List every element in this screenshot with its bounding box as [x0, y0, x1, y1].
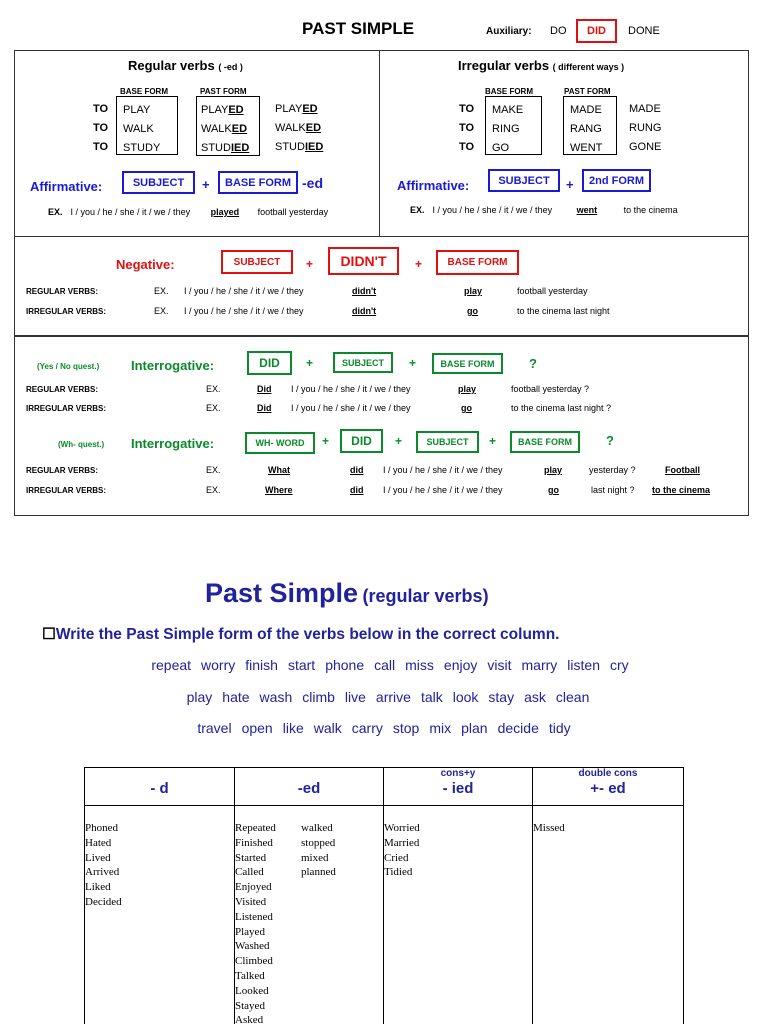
regular-participle-column: PLAYED WALKED STUDIED [275, 103, 324, 153]
negative-row-tail: to the cinema last night [517, 306, 610, 316]
negative-row-pronouns: I / you / he / she / it / we / they [184, 286, 304, 296]
verb-line-3: travel open like walk carry stop mix plan decide tidy [197, 720, 571, 736]
negative-didnt-box: DIDN'T [328, 247, 399, 275]
negative-label: Negative: [116, 257, 175, 272]
irregular-base-header: BASE FORM [485, 87, 533, 96]
yesno-plus-2: + [409, 356, 417, 370]
negative-plus-1: + [306, 257, 314, 271]
wh-plus-3: + [489, 434, 497, 448]
wh-row-ex: EX. [206, 485, 221, 495]
yesno-row-tail: football yesterday ? [511, 384, 590, 394]
wh-interrogative-label: Interrogative: [131, 436, 215, 451]
negative-row-ex: EX. [154, 286, 169, 296]
negative-row-kind: IRREGULAR VERBS: [26, 307, 107, 316]
wh-row-ex: EX. [206, 465, 221, 475]
yesno-row-aux: Did [257, 384, 272, 394]
yesno-row-verb: play [458, 384, 477, 394]
yesno-did-box: DID [247, 351, 292, 375]
wh-row-kind: IRREGULAR VERBS: [26, 486, 107, 495]
negative-plus-2: + [415, 257, 423, 271]
yesno-note: (Yes / No quest.) [37, 362, 100, 371]
column-double-words: Missed [533, 822, 565, 834]
section-divider [379, 51, 380, 236]
yesno-row-kind: IRREGULAR VERBS: [26, 404, 107, 413]
regular-to-column: TO TO TO [93, 103, 109, 153]
regular-subject-box: SUBJECT [122, 171, 195, 194]
irregular-second-form-box: 2nd FORM [582, 169, 651, 192]
negative-row-pronouns: I / you / he / she / it / we / they [184, 306, 304, 316]
answer-table [84, 767, 684, 1027]
negative-row-aux: didn't [352, 286, 377, 296]
column-double [533, 768, 683, 1024]
wh-row-wh: What [268, 465, 290, 475]
auxiliary-do: DO [550, 25, 567, 37]
auxiliary-label: Auxiliary: [486, 26, 532, 37]
column-header: - d [85, 768, 234, 806]
irregular-base-box: MAKE RING GO [485, 96, 542, 155]
column-ed [235, 768, 384, 1027]
wh-word-box: WH- WORD [245, 432, 315, 454]
yesno-row-pronouns: I / you / he / she / it / we / they [291, 384, 411, 394]
irregular-plus: + [566, 177, 574, 192]
regular-base-form-box: BASE FORM [218, 171, 298, 194]
wh-row-aux: did [350, 485, 364, 495]
column-ed-words-b: walked stopped mixed planned [301, 822, 336, 879]
yesno-row-ex: EX. [206, 403, 221, 413]
irregular-past-box: MADE RANG WENT [563, 96, 617, 155]
regular-example: EX. I / you / he / she / it / we / they played football yesterday [48, 207, 329, 217]
yesno-row-ex: EX. [206, 384, 221, 394]
worksheet-instruction: ☐Write the Past Simple form of the verbs below in the correct column. [42, 626, 560, 643]
column-ied-words: Worried Married Cried Tidied [384, 822, 420, 879]
negative-row-verb: play [464, 286, 483, 296]
wh-row-wh: Where [265, 485, 293, 495]
wh-row-aux: did [350, 465, 364, 475]
wh-row-answer: Football [665, 465, 700, 475]
wh-row-tail: last night ? [591, 485, 635, 495]
irregular-to-column: TO TO TO [459, 103, 475, 153]
column-ied [384, 768, 533, 1024]
wh-plus-2: + [395, 434, 403, 448]
wh-note: (Wh- quest.) [58, 440, 105, 449]
regular-plus: + [202, 177, 210, 192]
verb-line-2: play hate wash climb live arrive talk look stay ask clean [186, 689, 590, 705]
wh-base-form-box: BASE FORM [510, 431, 580, 453]
yesno-subject-box: SUBJECT [333, 352, 393, 373]
yesno-row-verb: go [461, 403, 472, 413]
worksheet-title: Past Simple (regular verbs) [205, 578, 489, 608]
negative-base-form-box: BASE FORM [436, 250, 519, 275]
yesno-interrogative-label: Interrogative: [131, 358, 215, 373]
irregular-example: EX. I / you / he / she / it / we / they went to the cinema [410, 205, 678, 215]
negative-subject-box: SUBJECT [221, 250, 293, 274]
column-header: double cons +- ed [533, 768, 683, 806]
yesno-row-tail: to the cinema last night ? [511, 403, 612, 413]
negative-row-kind: REGULAR VERBS: [26, 287, 99, 296]
verb-line-1: repeat worry finish start phone call miss enjoy visit marry listen cry [151, 657, 629, 673]
wh-row-answer: to the cinema [652, 485, 711, 495]
negative-row-ex: EX. [154, 306, 169, 316]
column-d-words: Phoned Hated Lived Arrived Liked Decided [85, 822, 122, 908]
yesno-row-aux: Did [257, 403, 272, 413]
yesno-base-form-box: BASE FORM [432, 353, 503, 374]
yesno-row-pronouns: I / you / he / she / it / we / they [291, 403, 411, 413]
irregular-heading: Irregular verbs ( different ways ) [458, 58, 625, 73]
checkbox-icon: ☐ [42, 626, 56, 643]
regular-affirmative-label: Affirmative: [30, 179, 103, 194]
column-d [85, 768, 235, 1024]
column-header: cons+y - ied [384, 768, 532, 806]
wh-row-pronouns: I / you / he / she / it / we / they [383, 485, 503, 495]
regular-ending: -ed [302, 175, 323, 191]
page-title: PAST SIMPLE [302, 19, 415, 38]
column-ed-words-a: Repeated Finished Started Called Enjoyed Visited Listened Played Washed Climbed Talked Looked Stayed Asked [235, 822, 276, 1027]
wh-row-pronouns: I / you / he / she / it / we / they [383, 465, 503, 475]
regular-base-header: BASE FORM [120, 87, 168, 96]
yesno-question-mark: ? [529, 356, 537, 371]
negative-row-verb: go [467, 306, 478, 316]
negative-row-tail: football yesterday [517, 286, 588, 296]
column-header: -ed [235, 768, 383, 806]
wh-row-kind: REGULAR VERBS: [26, 466, 99, 475]
regular-heading: Regular verbs ( -ed ) [128, 58, 243, 73]
regular-past-header: PAST FORM [200, 87, 247, 96]
wh-plus-1: + [322, 434, 330, 448]
irregular-affirmative-label: Affirmative: [397, 178, 470, 193]
wh-question-mark: ? [606, 433, 614, 448]
regular-base-box: PLAY WALK STUDY [116, 96, 178, 155]
wh-row-tail: yesterday ? [589, 465, 636, 475]
auxiliary-done: DONE [628, 25, 660, 37]
yesno-plus-1: + [306, 356, 314, 370]
wh-row-verb: play [544, 465, 563, 475]
wh-did-box: DID [340, 429, 383, 453]
irregular-past-header: PAST FORM [564, 87, 611, 96]
yesno-row-kind: REGULAR VERBS: [26, 385, 99, 394]
wh-row-verb: go [548, 485, 559, 495]
wh-subject-box: SUBJECT [416, 431, 479, 453]
irregular-subject-box: SUBJECT [488, 169, 560, 192]
negative-row-aux: didn't [352, 306, 377, 316]
irregular-participle-column: MADE RUNG GONE [629, 103, 662, 153]
regular-past-box: PLAYED WALKED STUDIED [196, 96, 260, 156]
auxiliary-did-box: DID [576, 19, 617, 43]
